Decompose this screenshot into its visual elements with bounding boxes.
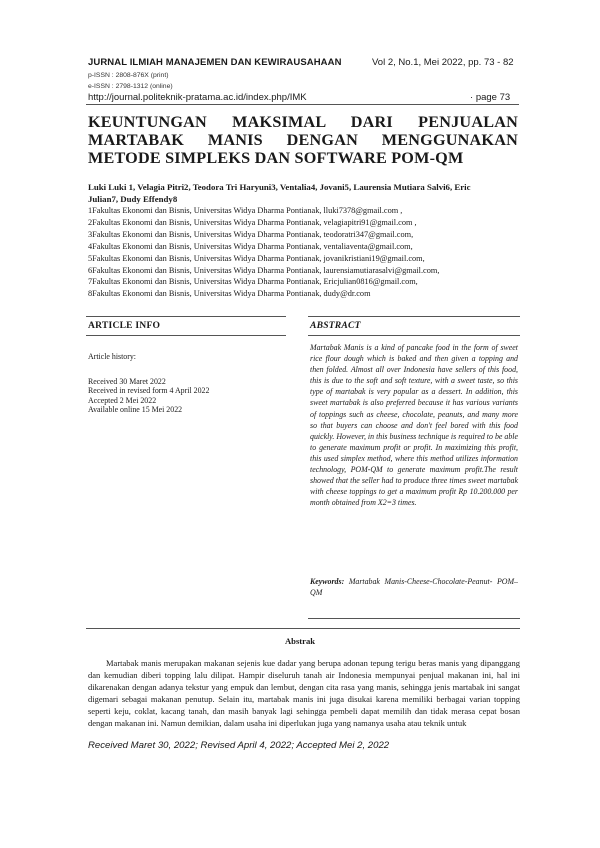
abstract-end-rule — [308, 618, 520, 619]
affiliation-4: 4Fakultas Ekonomi dan Bisnis, Universitas Widya Dharma Pontianak, ventaliaventa@gmail.com, — [88, 241, 413, 251]
history-received: Received 30 Maret 2022 — [88, 376, 166, 386]
keywords-label: Keywords: — [310, 577, 345, 586]
issn-print: p-ISSN : 2808-876X (print) — [88, 72, 169, 79]
affiliation-5: 5Fakultas Ekonomi dan Bisnis, Universitas Widya Dharma Pontianak, jovanikristiani19@gmail.com, — [88, 253, 425, 263]
history-revised: Received in revised form 4 April 2022 — [88, 386, 210, 396]
abstrak-top-rule — [86, 628, 520, 629]
journal-name: JURNAL ILMIAH MANAJEMEN DAN KEWIRAUSAHAAN — [88, 57, 342, 68]
history-accepted: Accepted 2 Mei 2022 — [88, 395, 157, 405]
footer-dates: Received Maret 30, 2022; Revised April 4, 2022; Accepted Mei 2, 2022 — [88, 740, 520, 751]
volume-info: Vol 2, No.1, Mei 2022, pp. 73 - 82 — [372, 57, 514, 68]
title-line-2: MARTABAK MANIS DENGAN MENGGUNAKAN — [88, 131, 518, 149]
affiliation-list — [88, 205, 528, 300]
header-divider — [86, 104, 519, 105]
history-online: Available online 15 Mei 2022 — [88, 405, 183, 415]
abstract-heading: ABSTRACT — [310, 320, 361, 331]
affiliation-2: 2Fakultas Ekonomi dan Bisnis, Universitas Widya Dharma Pontianak, velagiapitri91@gmail.com , — [88, 217, 417, 227]
article-info-heading: ARTICLE INFO — [88, 320, 161, 331]
keywords — [310, 576, 518, 598]
abstract-bottom-rule — [308, 335, 520, 336]
abstrak-heading: Abstrak — [284, 636, 316, 646]
title-line-3: METODE SIMPLEKS DAN SOFTWARE POM-QM — [88, 149, 464, 167]
title-line-1: KEUNTUNGAN MAKSIMAL DARI PENJUALAN — [88, 113, 518, 131]
issn-online: e-ISSN : 2798-1312 (online) — [88, 83, 173, 90]
page-number: · page 73 — [470, 92, 511, 103]
abstract-text: Martabak Manis is a kind of pancake food in the form of sweet rice flour dough which is baked and then given a topping and then folded. Almost all over Indonesia have sellers of this food, this is due to the soft and soft texture, with a sweet taste, so this type of martabak is very popular as a dessert. In addition, this sweet martabak is also preferred because it has various variants of toppings such as cheese, chocolate, peanuts, and many more so that buyers can choose and don't feel bored with this food quickly. However, in this business technique is required to be able to generate maximum profit or profit. In maximizing this profit, this used simplex method, where this method utilizes information technology, POM-QM to generate maximum profit.The result showed that the seller had to produce three times sweet martabak with cheese toppings to get a maximum profit Rp 10.200.000 per month obtained from X2=3 times. — [310, 343, 518, 508]
affiliation-8: 8Fakultas Ekonomi dan Bisnis, Universitas Widya Dharma Pontianak, dudy@dr.com — [88, 289, 371, 299]
abstrak-text: Martabak manis merupakan makanan sejenis kue dadar yang berupa adonan tepung terigu beras manis yang dipanggang dan kemudian diberi topping lalu dilipat. Hampir diseluruh tanah air Indonesia mempunyai penjual makanan ini, hal ini dikarenakan dengan adanya tekstur yang empuk dan lembut, dengan cita rasa yang manis, sehingga jenis martabak ini sangat digemari sebagai makanan penutup. Selain itu, martabak manis ini juga disukai karena memiliki berbagai varian topping seperti keju, coklat, kacang tanah, dan masih banyak lagi sehingga pembeli dapat memilih dan tidak merasa cepat bosan dengan makanan ini. Namun demikian, dalam usaha ini diperlukan juga yang namanya usaha atau teknik untuk — [88, 658, 520, 728]
history-label: Article history: — [88, 352, 136, 361]
abstract-top-rule — [308, 316, 520, 317]
author-line-1: Luki Luki 1, Velagia Pitri2, Teodora Tri Haryuni3, Ventalia4, Jovani5, Laurensia Mutiara Salvi6, Eric — [88, 182, 471, 192]
keywords-list: Martabak Manis-Cheese-Chocolate-Peanut- POM–QM — [310, 577, 518, 597]
author-list — [88, 181, 520, 205]
article-info-bottom-rule — [86, 335, 286, 336]
author-line-2: Julian7, Dudy Effendy8 — [88, 194, 178, 204]
affiliation-3: 3Fakultas Ekonomi dan Bisnis, Universitas Widya Dharma Pontianak, teodoratri347@gmail.com, — [88, 229, 414, 239]
paper-title — [88, 113, 518, 167]
article-history — [88, 352, 278, 415]
affiliation-7: 7Fakultas Ekonomi dan Bisnis, Universitas Widya Dharma Pontianak, Ericjulian0816@gmail.com, — [88, 277, 418, 287]
page-number-text: page 73 — [475, 92, 511, 103]
journal-url[interactable]: http://journal.politeknik-pratama.ac.id/index.php/IMK — [88, 92, 307, 103]
affiliation-6: 6Fakultas Ekonomi dan Bisnis, Universitas Widya Dharma Pontianak, laurensiamutiarasalvi@gmail.com, — [88, 265, 440, 275]
affiliation-1: 1Fakultas Ekonomi dan Bisnis, Universitas Widya Dharma Pontianak, lluki7378@gmail.com , — [88, 206, 403, 215]
article-info-top-rule — [86, 316, 286, 317]
